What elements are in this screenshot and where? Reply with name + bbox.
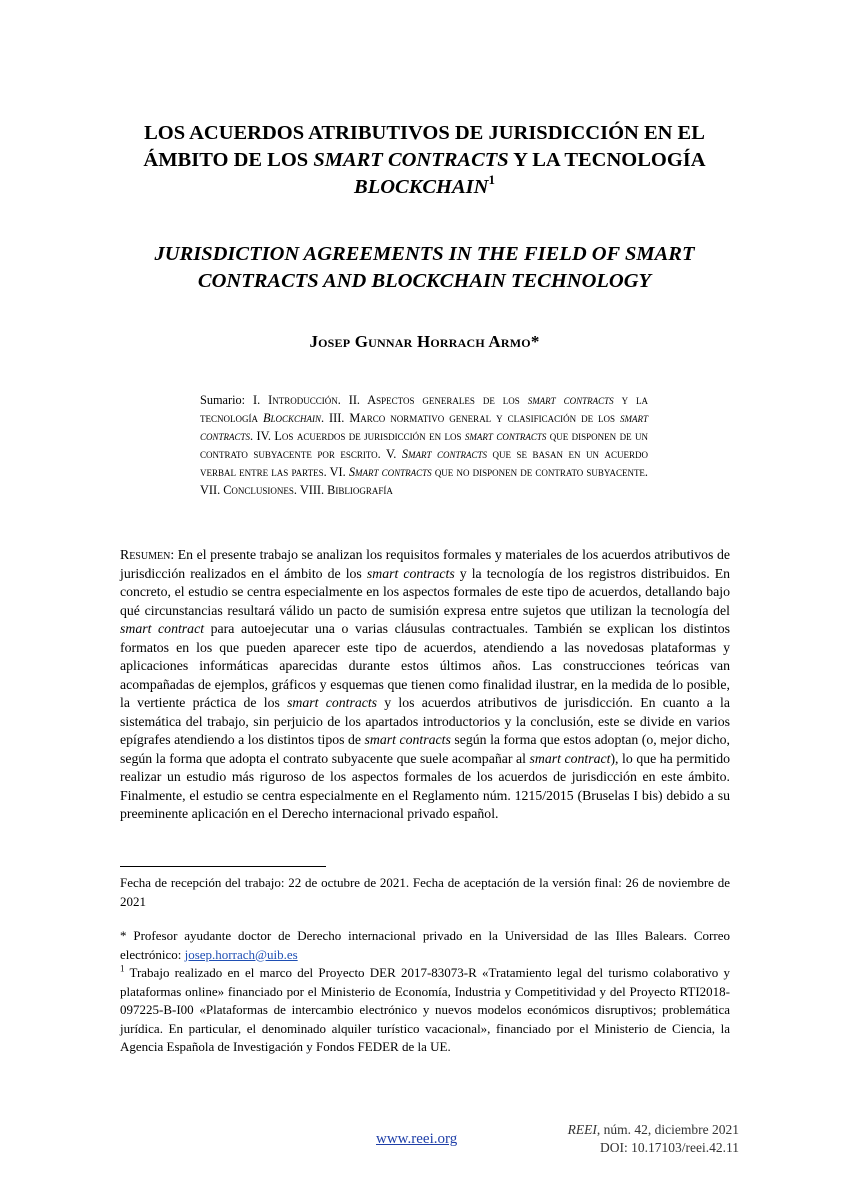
author-email-link[interactable]: josep.horrach@uib.es	[184, 946, 298, 962]
summary: Sumario: I. Introducción. II. Aspectos generales de los smart contracts y la tecnología Blockchain. III. Marco normativo general y clasificación de los smart contracts. IV. Los acuerdos de jurisdicción en los smart contracts que disponen de un contrato subyacente por escrito. V. Smart contracts que se basan en un acuerdo verbal entre las partes. VI. Smart contracts que no disponen de contrato subyacente. VII. Conclusiones. VIII. Bibliografía	[200, 393, 649, 497]
footnote-author: * Profesor ayudante doctor de Derecho internacional privado en la Universidad de las Illes Balears. Correo electrónico: josep.horrach@uib.es	[120, 928, 730, 962]
footnote-ref: 1	[488, 172, 495, 188]
footnote-1: $^1$ Trabajo realizado en el marco del Proyecto DER 2017-83073-R «Tratamiento legal del turismo colaborativo y plataformas online» financiado por el Ministerio de Economía, Industria y Competitividad y del Proyecto RTI2018-097225-B-I00 «Plataformas de intercambio electrónico y nuevos modelos económicos disruptivos; problemática jurídica. En particular, el denominado alquiler turístico vacacional», financiado por el Ministerio de Ciencia, la Agencia Española de Investigación y Fondos FEDER de la UE.	[120, 963, 730, 1054]
author-name: Josep Gunnar Horrach Armo*	[309, 332, 540, 351]
journal-issue: REEI, núm. 42, diciembre 2021	[567, 1122, 739, 1137]
footnote-dates: Fecha de recepción del trabajo: 22 de octubre de 2021. Fecha de aceptación de la versión final: 26 de noviembre de 2021	[120, 875, 730, 909]
title-english: JURISDICTION AGREEMENTS IN THE FIELD OF SMART CONTRACTS AND BLOCKCHAIN TECHNOLOGY	[154, 243, 695, 292]
abstract: Resumen: En el presente trabajo se analizan los requisitos formales y materiales de los acuerdos atributivos de jurisdicción realizados en el ámbito de los smart contracts y la tecnología de los registros distribuidos. En concreto, el estudio se centra especialmente en los aspectos formales de este tipo de acuerdos, detallando bajo qué circunstancias resultará válido un pacto de sumisión expresa entre sujetos que utilizan la tecnología del smart contract para autoejecutar una o varias cláusulas contractuales. También se explican los distintos formatos en los que pueden aparecer este tipo de acuerdos, atendiendo a las novedosas plataformas y aplicaciones informáticas aparecidas durante estos últimos años. Las construcciones teóricas van acompañadas de ejemplos, gráficos y esquemas que tienen como finalidad ilustrar, en la medida de lo posible, la vertiente práctica de los smart contracts y los acuerdos atributivos de jurisdicción. En cuanto a la sistemática del trabajo, sin perjuicio de los apartados introductorios y la conclusión, este se divide en varios epígrafes atendiendo a los distintos tipos de smart contracts según la forma que estos adoptan (o, mejor dicho, según la forma que adopta el contrato subyacente que suele acompañar al smart contract), lo que ha permitido realizar un estudio más riguroso de los aspectos formales de los acuerdos de jurisdicción en este ámbito. Finalmente, el estudio se centra especialmente en el Reglamento núm. 1215/2015 (Bruselas I bis) debido a su preeminente aplicación en el Derecho internacional privado español.	[120, 547, 731, 821]
footnote-divider	[120, 866, 326, 867]
doi: DOI: 10.17103/reei.42.11	[600, 1140, 739, 1155]
abstract-label: Resumen:	[120, 547, 175, 562]
title-spanish: LOS ACUERDOS ATRIBUTIVOS DE JURISDICCIÓN EN EL ÁMBITO DE LOS SMART CONTRACTS Y LA TECNOLOGÍA BLOCKCHAIN$^1$	[143, 122, 706, 198]
website-link[interactable]: www.reei.org	[376, 1131, 458, 1147]
footnotes	[120, 874, 730, 1057]
journal-info	[568, 1121, 739, 1157]
